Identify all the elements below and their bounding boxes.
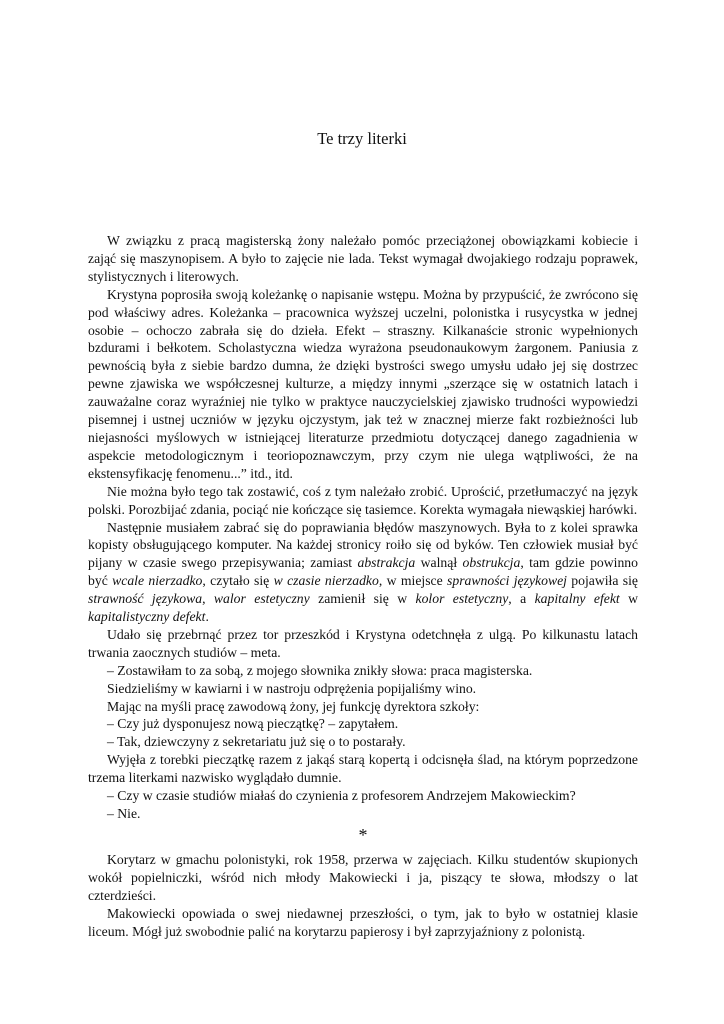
paragraph <box>88 905 638 941</box>
paragraph <box>88 698 638 716</box>
paragraph-text: walnął <box>415 555 463 571</box>
paragraph-text: , <box>202 591 214 607</box>
italic-text: walor estetyczny <box>213 591 310 607</box>
paragraph-text: , a <box>508 591 535 607</box>
paragraph-text: , w miejsce <box>378 573 448 589</box>
paragraph <box>88 662 638 680</box>
paragraph-text: Korytarz w gmachu polonistyki, rok 1958, przerwa w zajęciach. Kilku studentów skupionych wokół popielniczki, wśród nich młody Makowiecki i ja, piszący te słowa, młodszy o lat czterdzieści. <box>88 851 638 903</box>
paragraph-text: pojawiła się <box>566 573 638 589</box>
italic-text: kolor estetyczny <box>415 591 509 607</box>
italic-text: abstrakcja <box>357 555 416 571</box>
section-before <box>88 232 638 823</box>
paragraph-text: – Czy w czasie studiów miałaś do czynienia z profesorem Andrzejem Makowieckim? <box>107 788 576 804</box>
paragraph <box>88 851 638 905</box>
paragraph <box>88 787 638 805</box>
paragraph <box>88 232 638 286</box>
paragraph <box>88 483 638 519</box>
paragraph-text: Wyjęła z torebki pieczątkę razem z jakąś starą kopertą i odcisnęła ślad, na którym poprzedzone trzema literkami nazwisko wyglądało dumnie. <box>88 752 638 786</box>
section-separator: * <box>358 824 368 845</box>
italic-text: w czasie nierzadko <box>273 573 379 589</box>
paragraph-text: Krystyna poprosiła swoją koleżankę o napisanie wstępu. Można by przypuścić, że zwrócono się pod właściwy adres. Koleżanka – pracownica wyższej uczelni, polonistka i rusycystka w jednej osobie – ochoczo zabrała się do dzieła. Efekt – straszny. Kilkanaście stronic wypełnionych bzdurami i bełkotem. Scholastyczna wiedza wyrażona pseudonaukowym żargonem. Paniusia z pewnością była z siebie bardzo dumna, że dzięki bystrości swego umysłu udało jej się dostrzec pewne zjawiska we współczesnej kulturze, a między innymi „szerzące się w ostatnich latach i zauważalne coraz wyraźniej nie tylko w praktyce nauczycielskiej zjawisko trudności wypowiedzi pisemnej i ustnej uczniów w języku ojczystym, jak też w znacznej mierze fakt rozbieżności lub niejasności myślowych w istniejącej literaturze przedmiotu dotyczącej danego zagadnienia w aspekcie metodologicznym i teoriopoznawczym, przy czym nie ulega wątpliwości, że na ekstensyfikację fenomenu...” itd., itd. <box>88 286 638 481</box>
paragraph-text: Udało się przebrnąć przez tor przeszkód i Krystyna odetchnęła z ulgą. Po kilkunastu latach trwania zaocznych studiów – meta. <box>88 626 638 660</box>
paragraph-text: Siedzieliśmy w kawiarni i w nastroju odprężenia popijaliśmy wino. <box>107 680 477 696</box>
paragraph-text: Następnie musiałem zabrać się do poprawiania błędów maszynowych. Była to z kolei sprawka kopisty obsługującego komputer. Na każdej stronicy roiło się od byków. Ten człowiek musiał być pijany w czasie swego przepisywania; zamiast <box>88 519 638 571</box>
italic-text: wcale nierzadko <box>112 573 203 589</box>
paragraph-text: – Tak, dziewczyny z sekretariatu już się o to postarały. <box>107 734 406 750</box>
text-body <box>88 232 638 940</box>
paragraph-text: , czytało się <box>202 573 274 589</box>
paragraph-text: , tam gdzie powinno być <box>88 555 638 589</box>
paragraph <box>88 626 638 662</box>
paragraph-text: w <box>619 591 638 607</box>
paragraph-text: – Czy już dysponujesz nową pieczątkę? – zapytałem. <box>107 716 399 732</box>
italic-text: kapitalny efekt <box>534 591 620 607</box>
italic-text: kapitalistyczny defekt <box>88 609 206 625</box>
section-after <box>88 851 638 941</box>
paragraph <box>88 680 638 698</box>
paragraph-text: Makowiecki opowiada o swej niedawnej przeszłości, o tym, jak to było w ostatniej klasie liceum. Mógł już swobodnie palić na korytarzu papierosy i był zaprzyjaźniony z polonistą. <box>88 905 638 939</box>
paragraph-text: W związku z pracą magisterską żony należało pomóc przeciążonej obowiązkami kobiecie i zająć się maszynopisem. A było to zajęcie nie lada. Tekst wymagał dwojakiego rodzaju poprawek, stylistycznych i literowych. <box>88 233 638 284</box>
paragraph-text: Nie można było tego tak zostawić, coś z tym należało zrobić. Uprościć, przetłumaczyć na język polski. Porozbijać zdania, pociąć nie kończące się tasiemce. Korekta wymagała niewąskiej harówki. <box>88 483 638 517</box>
paragraph <box>88 519 638 626</box>
paragraph <box>88 805 638 823</box>
paragraph <box>88 286 638 483</box>
page-title: Te trzy literki <box>317 129 407 148</box>
italic-text: strawność językowa <box>88 591 203 607</box>
paragraph <box>88 733 638 751</box>
paragraph-text: zamienił się w <box>309 591 416 607</box>
paragraph-text: – Nie. <box>107 806 141 821</box>
paragraph-text: – Zostawiłam to za sobą, z mojego słownika znikły słowa: praca magisterska. <box>107 662 533 678</box>
paragraph <box>88 751 638 787</box>
paragraph-text: Mając na myśli pracę zawodową żony, jej funkcję dyrektora szkoły: <box>107 698 480 714</box>
italic-text: obstrukcja <box>462 555 521 571</box>
paragraph-text: . <box>205 609 209 625</box>
italic-text: sprawności językowej <box>447 573 567 589</box>
paragraph <box>88 715 638 733</box>
